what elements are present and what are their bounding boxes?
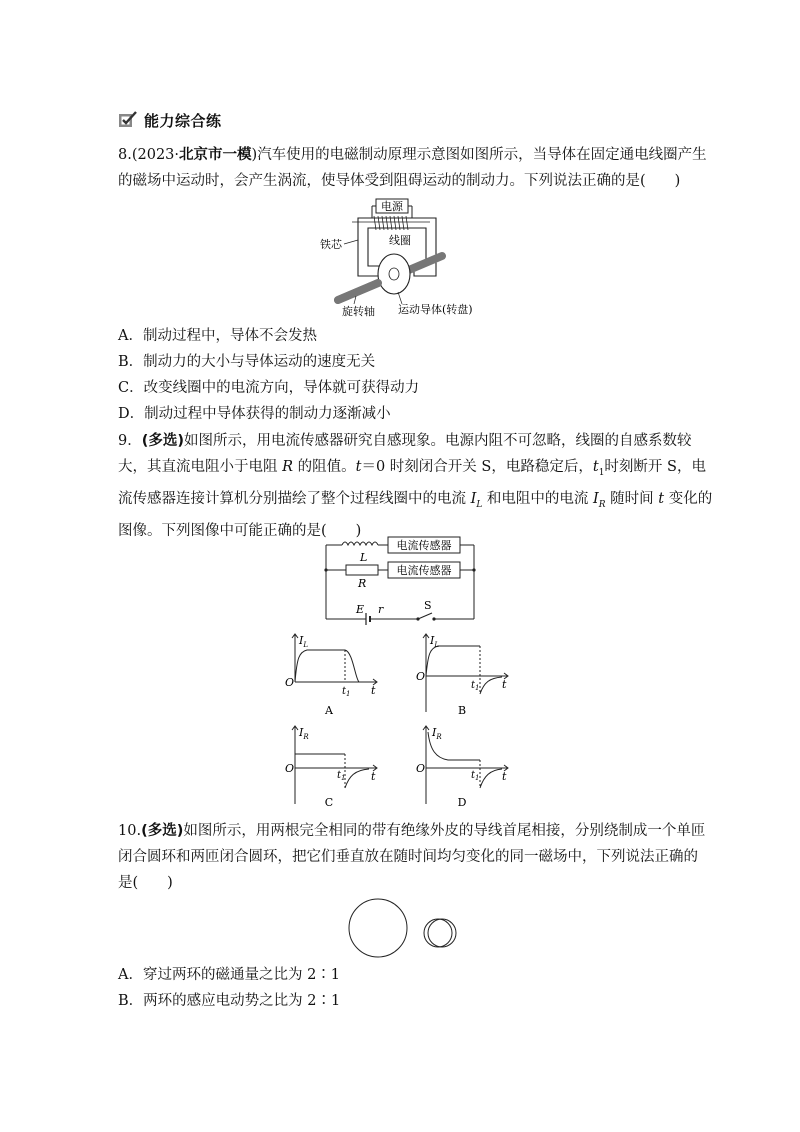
sensor-1-label: 电流传感器	[396, 539, 452, 552]
q9-line3d: 变化的	[664, 490, 713, 507]
q8-option-b: B．制动力的大小与导体运动的速度无关	[118, 354, 376, 370]
graph-b-curve-neg	[480, 677, 502, 694]
q8-line2: 的磁场中运动时，会产生涡流，使导体受到阻碍运动的制动力。下列说法正确的是( )	[118, 173, 681, 189]
q9-t-var: t	[658, 490, 665, 507]
q8-option-d: D．制动过程中导体获得的制动力逐渐减小	[118, 406, 391, 422]
q9-line1: 如图所示，用电流传感器研究自感现象。电源内阻不可忽略，线圈的自感系数较	[184, 433, 692, 449]
graph-b-curve-pos	[426, 646, 480, 676]
q9-line3b: 和电阻中的电流	[482, 490, 594, 507]
q10-option-a: A．穿过两环的磁通量之比为 2∶1	[118, 967, 341, 983]
q9-t: t	[355, 459, 362, 475]
q8-line1: 汽车使用的电磁制动原理示意图如图所示，当导体在固定通电线圈产生	[257, 147, 707, 163]
q9-graph-d	[414, 724, 514, 810]
q9-graph-b	[414, 632, 514, 718]
question-8-stem	[118, 142, 707, 194]
q9-t1-sub: 1	[598, 467, 605, 478]
q10-line1: 如图所示，用两根完全相同的带有绝缘外皮的导线首尾相接，分别绕制成一个单匝	[183, 823, 706, 839]
resistor-symbol	[346, 565, 378, 575]
q9-line2c: ＝0 时刻闭合开关 S，电路稳定后，	[361, 459, 593, 475]
q9-line2b: 的阻值。	[293, 459, 356, 475]
sensor-2-label: 电流传感器	[396, 564, 452, 577]
graph-b-letter: B	[457, 704, 467, 717]
q8-source-close: )	[251, 147, 258, 163]
q10-line2: 闭合圆环和两匝闭合圆环，把它们垂直放在随时间均匀变化的同一磁场中，下列说法正确的	[118, 849, 698, 865]
q9-circuit-diagram	[318, 533, 480, 625]
resistor-label: R	[358, 577, 367, 590]
graph-a-t1: $t_1$	[342, 686, 351, 698]
graph-a-ylabel: $I_L$	[299, 634, 309, 649]
section-header	[118, 108, 222, 132]
internal-resistance-label: r	[378, 603, 384, 616]
q9-number: 9．	[118, 433, 142, 449]
graph-d-taxis: t	[502, 770, 507, 783]
q10-option-b: B．两环的感应电动势之比为 2∶1	[118, 993, 341, 1009]
q9-line2d: 时刻断开 S，电	[604, 459, 706, 475]
q9-tag: (多选)	[141, 433, 184, 449]
graph-c-origin: O	[285, 762, 295, 775]
q10-line3: 是( )	[118, 875, 173, 891]
q9-graph-c	[283, 724, 383, 810]
graph-b-taxis: t	[502, 678, 507, 691]
graph-c-ylabel: $I_R$	[299, 726, 309, 741]
graph-c-t1: $t_1$	[337, 770, 346, 782]
graph-b-origin: O	[416, 670, 426, 683]
question-10-stem	[118, 818, 706, 896]
q10-number: 10.	[118, 823, 142, 839]
graph-a-origin: O	[285, 676, 295, 689]
graph-c-taxis: t	[371, 770, 376, 783]
graph-d-letter: D	[457, 796, 467, 809]
graph-c-curve-neg	[345, 769, 369, 788]
checkbox-icon	[118, 111, 138, 129]
q9-graph-a	[283, 632, 383, 718]
q9-r: R	[282, 459, 294, 475]
q10-rings-figure	[344, 896, 464, 960]
q8-option-a: A．制动过程中，导体不会发热	[118, 328, 317, 344]
switch-label: S	[424, 599, 432, 612]
graph-d-curve-neg	[480, 769, 502, 788]
q8-brake-diagram	[318, 196, 488, 318]
q9-il-sub: L	[476, 499, 483, 510]
graph-b-ylabel: $I_L$	[430, 634, 440, 649]
graph-d-origin: O	[416, 762, 426, 775]
q8-option-c: C．改变线圈中的电流方向，导体就可获得动力	[118, 380, 420, 396]
q10-tag: (多选)	[141, 823, 184, 839]
graph-d-t1: $t_1$	[471, 770, 480, 782]
q8-label-shaft: 旋转轴	[342, 305, 375, 318]
q9-line3a: 流传感器连接计算机分别描绘了整个过程线圈中的电流	[118, 490, 471, 507]
q8-label-power: 电源	[381, 200, 403, 213]
inductor-label: L	[360, 551, 368, 564]
graph-a-taxis: t	[371, 684, 376, 697]
question-9-stem	[118, 428, 713, 544]
single-turn-ring	[349, 899, 407, 957]
graph-b-t1: $t_1$	[471, 680, 480, 692]
q8-label-coil: 线圈	[389, 234, 411, 247]
q8-number: 8.	[118, 147, 132, 163]
q8-label-core: 铁芯	[320, 238, 342, 251]
q9-ir-sub: R	[598, 499, 606, 510]
q8-source-name: 北京市一模	[179, 147, 252, 163]
graph-a-letter: A	[325, 704, 333, 717]
q8-source-open: (2023·	[131, 147, 180, 163]
graph-d-ylabel: $I_R$	[432, 726, 442, 741]
graph-c-letter: C	[324, 796, 334, 809]
q9-line4: 图像。下列图像中可能正确的是( )	[118, 522, 362, 539]
q9-t1: t	[592, 459, 599, 475]
q9-line3c: 随时间	[605, 490, 659, 507]
section-title: 能力综合练	[144, 111, 222, 130]
q9-line2a: 大，其直流电阻小于电阻	[118, 459, 283, 475]
two-turn-ring	[424, 919, 456, 947]
q9-ir: I	[593, 490, 599, 507]
graph-a-curve	[295, 650, 359, 682]
q9-il: I	[470, 490, 477, 507]
inductor-symbol	[342, 542, 378, 545]
emf-label: E	[356, 603, 365, 616]
q8-label-disc: 运动导体(转盘)	[398, 303, 473, 316]
